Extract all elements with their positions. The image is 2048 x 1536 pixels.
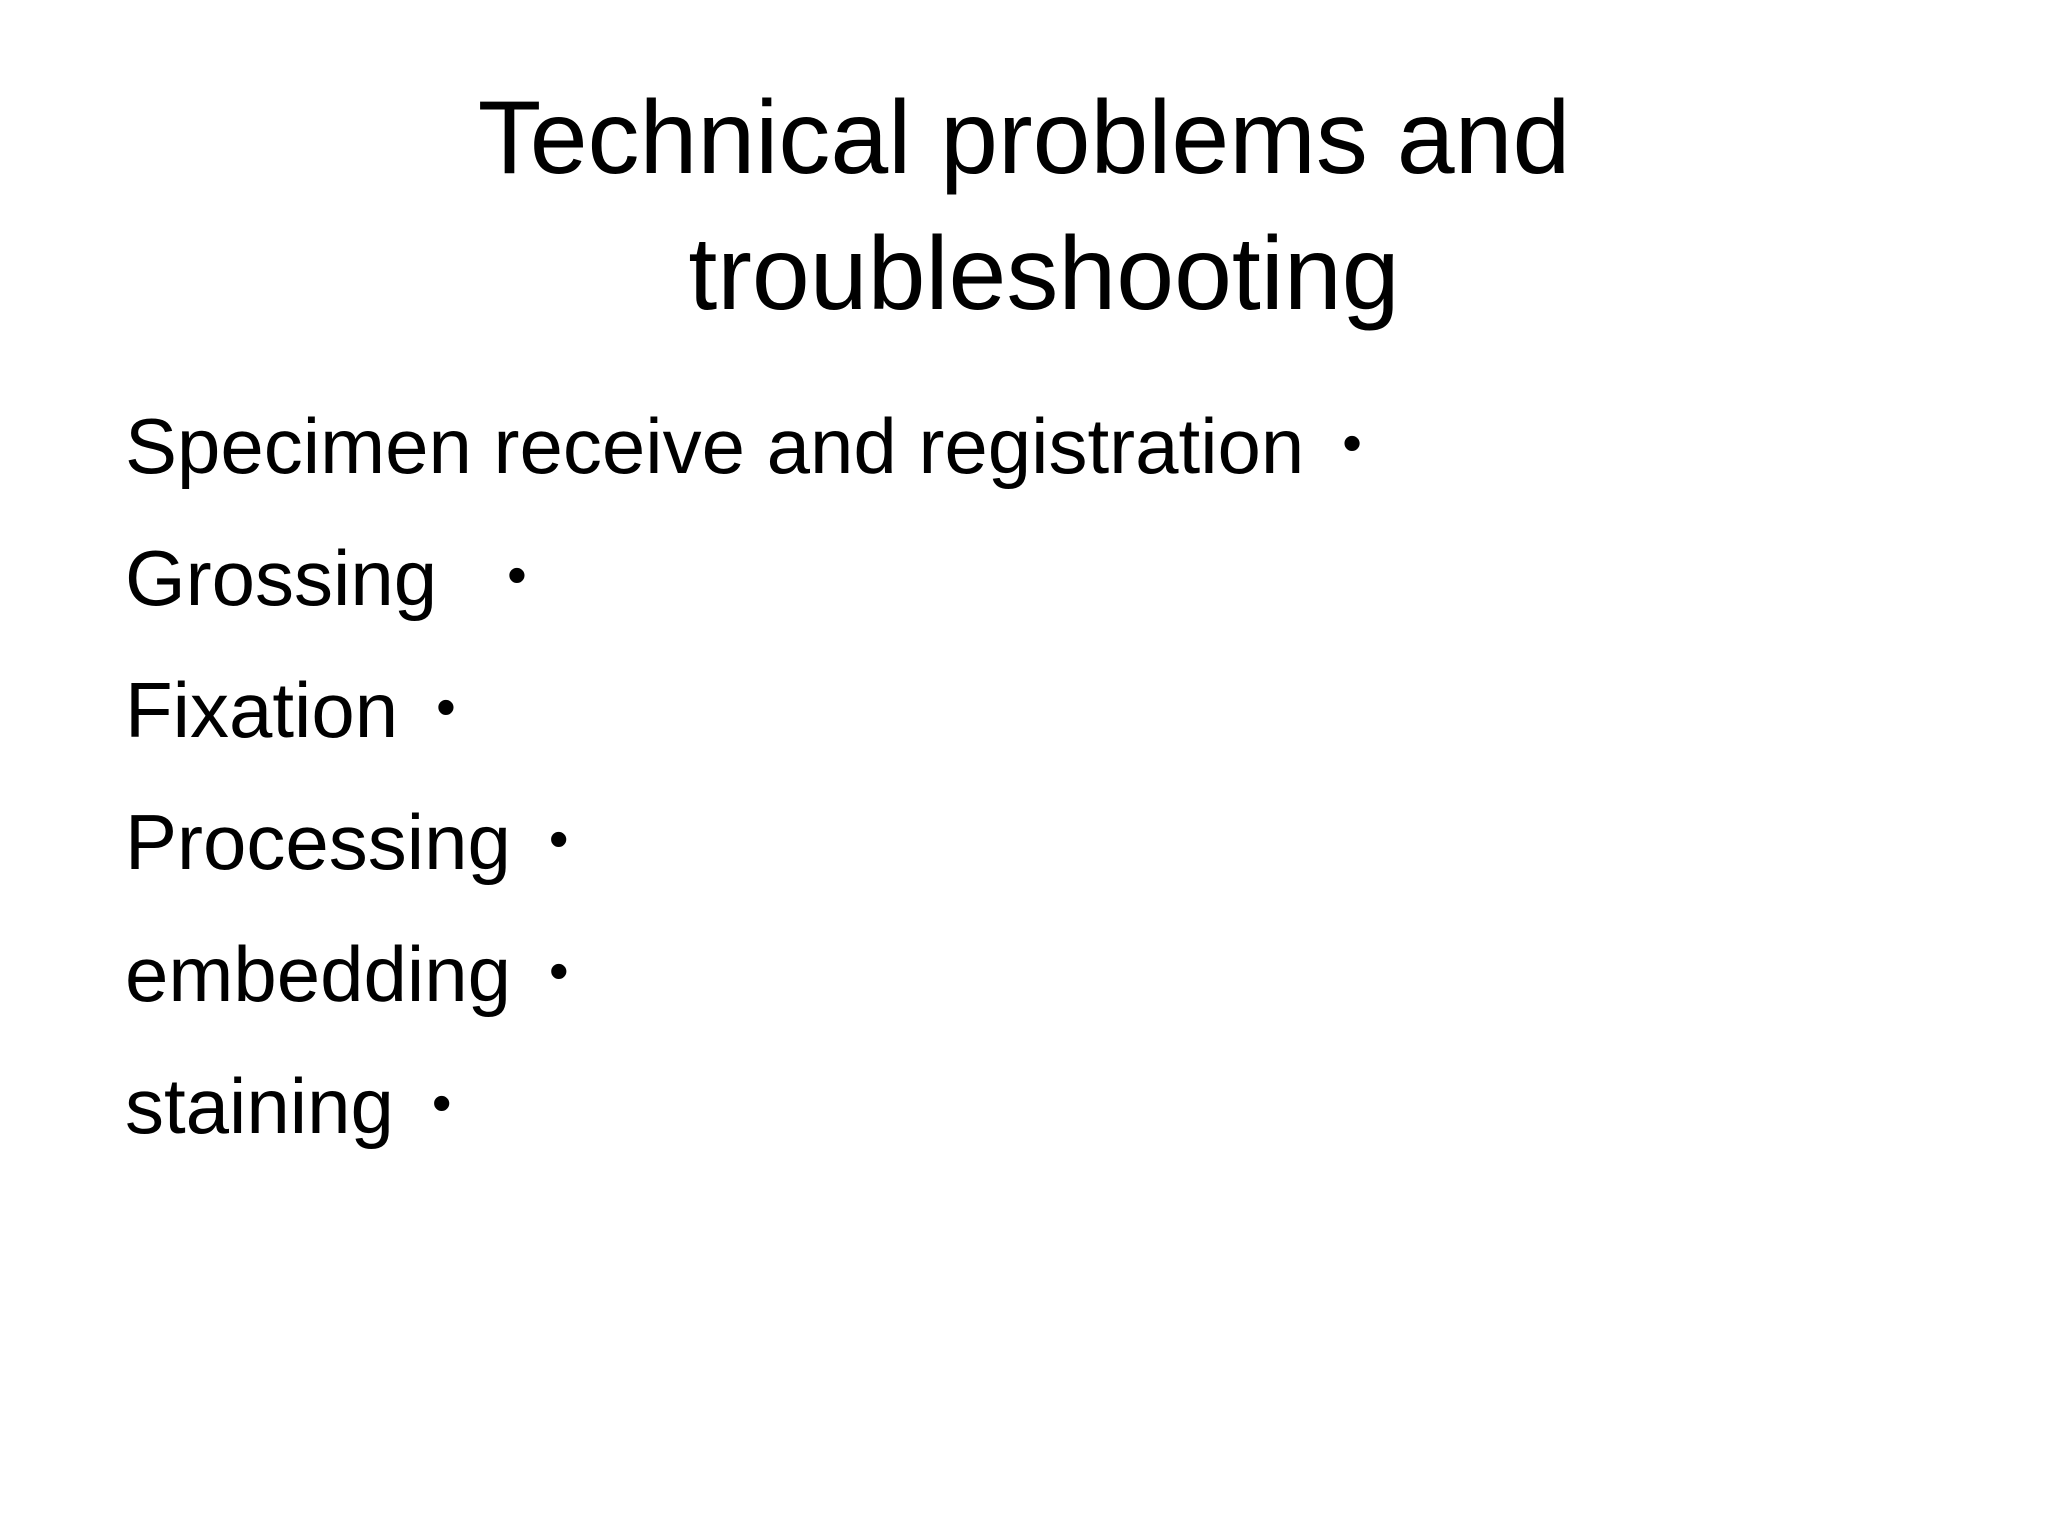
list-item bbox=[125, 380, 1362, 512]
bullet-icon: • bbox=[431, 1070, 452, 1134]
bullet-icon: • bbox=[548, 938, 569, 1002]
bullet-icon: • bbox=[1342, 410, 1362, 474]
slide-title bbox=[0, 70, 2048, 342]
slide-title-line-2: troubleshooting bbox=[688, 216, 1400, 332]
list-item bbox=[125, 1040, 1362, 1172]
bullet-icon: • bbox=[507, 542, 527, 606]
bullet-list bbox=[125, 380, 1362, 1172]
bullet-label: Fixation bbox=[125, 665, 399, 754]
list-item bbox=[125, 776, 1362, 908]
bullet-icon: • bbox=[436, 674, 456, 738]
list-item bbox=[125, 908, 1362, 1040]
bullet-label: Grossing bbox=[125, 533, 438, 622]
bullet-label: staining bbox=[125, 1061, 394, 1150]
slide-title-line-1: Technical problems and bbox=[477, 80, 1571, 196]
bullet-icon: • bbox=[548, 806, 569, 870]
bullet-label: Specimen receive and registration bbox=[125, 401, 1305, 490]
bullet-label: embedding bbox=[125, 929, 511, 1018]
bullet-label: Processing bbox=[125, 797, 511, 886]
list-item bbox=[125, 512, 1362, 644]
list-item bbox=[125, 644, 1362, 776]
